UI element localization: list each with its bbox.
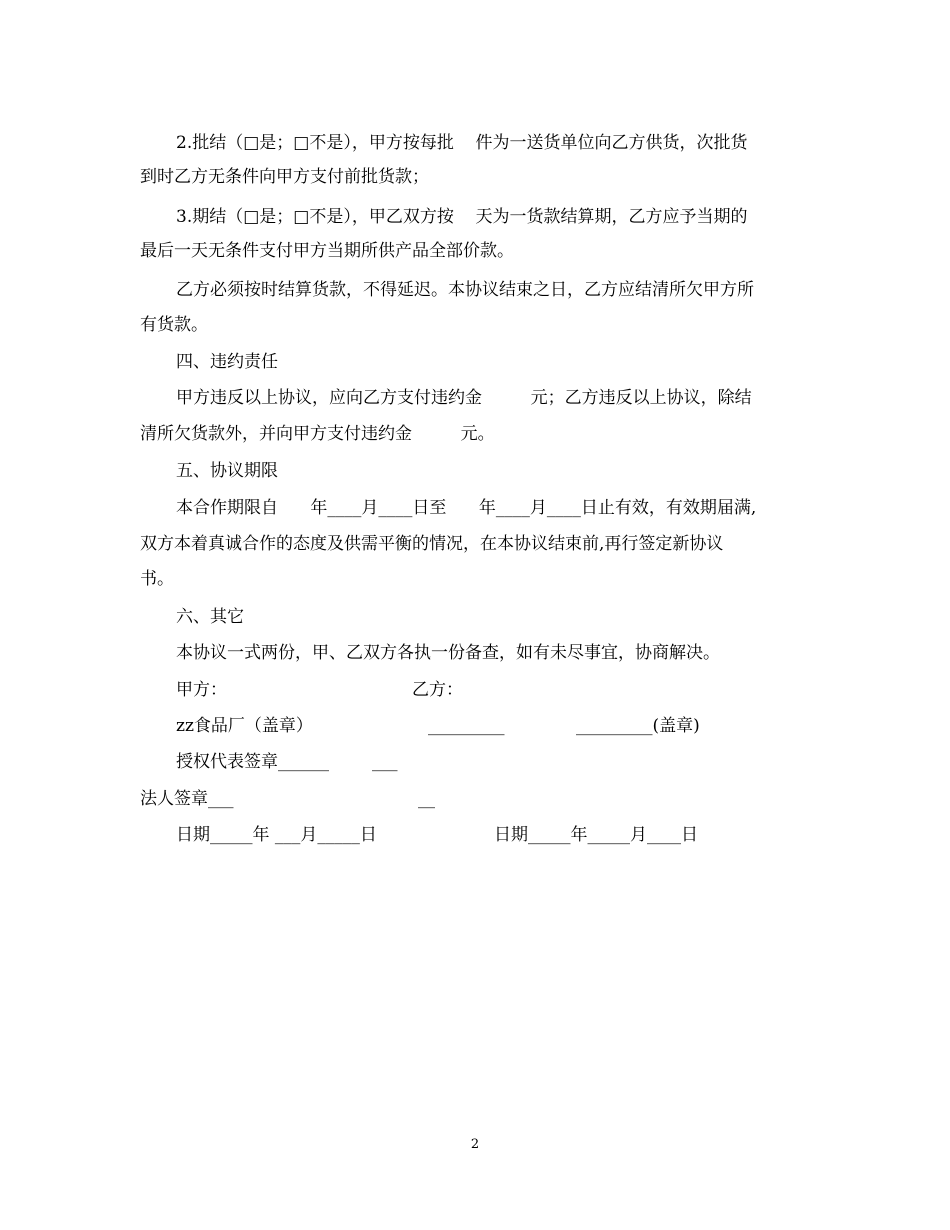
clause-batch-settlement-cont: 到时乙方无条件向甲方支付前批货款；: [140, 167, 429, 187]
page-number: 2: [470, 1137, 480, 1152]
clause-term-cont: 双方本着真诚合作的态度及供需平衡的情况，在本协议结束前,再行签定新协议: [140, 534, 724, 554]
authorized-rep-signature: 授权代表签章______: [176, 752, 329, 772]
authorized-rep-signature-blank: ___: [372, 752, 398, 772]
clause-term-cont-2: 书。: [140, 569, 174, 589]
party-b-date: 日期_____年_____月____日: [494, 825, 698, 845]
legal-person-signature-blank: __: [418, 789, 435, 809]
clause-period-settlement-cont: 最后一天无条件支付甲方当期所供产品全部价款。: [140, 241, 514, 261]
clause-copies: 本协议一式两份，甲、乙双方各执一份备查，如有未尽事宜，协商解决。: [176, 643, 720, 663]
clause-breach-penalty-cont: 清所欠货款外，并向甲方支付违约金 元。: [140, 424, 495, 444]
party-a-name-seal: zz食品厂（盖章）: [176, 716, 313, 736]
party-b-seal-blank: _________(盖章): [576, 716, 700, 736]
clause-payment-deadline-cont: 有货款。: [140, 315, 208, 335]
clause-batch-settlement: 2.批结（□是；□不是），甲方按每批 件为一送货单位向乙方供货，次批货: [176, 133, 748, 153]
party-a-label: 甲方：: [176, 680, 227, 700]
section-heading-other: 六、其它: [176, 607, 244, 627]
section-heading-term: 五、协议期限: [176, 461, 278, 481]
clause-payment-deadline: 乙方必须按时结算货款，不得延迟。本协议结束之日，乙方应结清所欠甲方所: [176, 280, 754, 300]
party-b-label: 乙方：: [412, 680, 463, 700]
clause-term: 本合作期限自 年____月____日至 年____月____日止有效，有效期届满,: [176, 498, 757, 518]
party-a-date: 日期_____年 ___月_____日: [176, 825, 377, 845]
clause-breach-penalty: 甲方违反以上协议，应向乙方支付违约金 元；乙方违反以上协议，除结: [176, 388, 752, 408]
party-b-name-blank: _________: [428, 716, 505, 736]
section-heading-breach: 四、违约责任: [176, 352, 278, 372]
clause-period-settlement: 3.期结（□是；□不是），甲乙双方按 天为一货款结算期，乙方应予当期的: [176, 207, 748, 227]
legal-person-signature: 法人签章___: [140, 789, 234, 809]
